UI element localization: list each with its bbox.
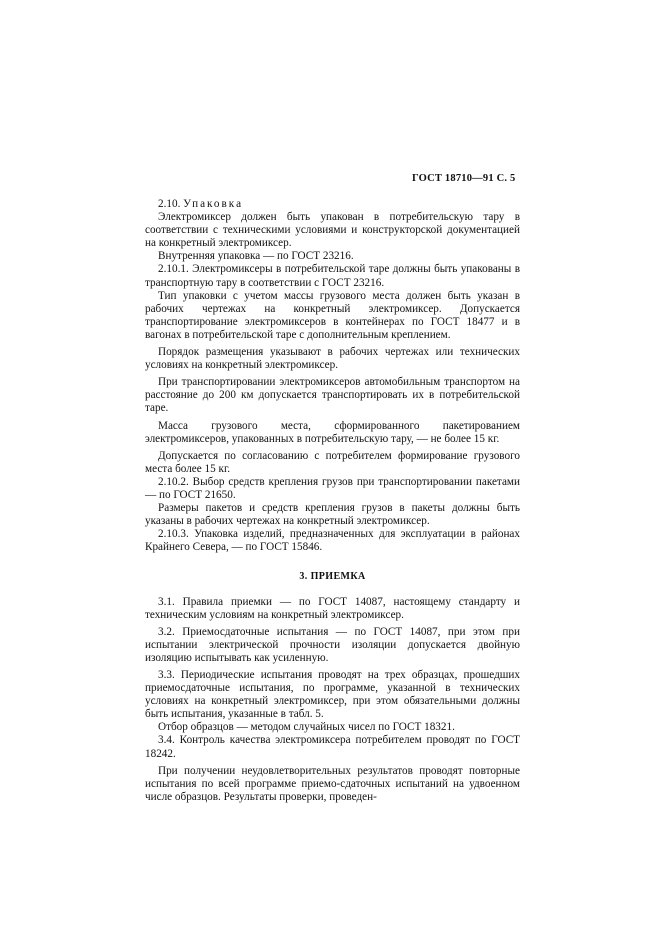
paragraph: 3.3. Периодические испытания проводят на трех образцах, прошедших приемосдаточные испытания, по программе, указанной в технических условиях на конкретный электромиксер, при этом обязательными должны быть испытания, указанные в табл. 5. bbox=[145, 669, 520, 721]
page-header: ГОСТ 18710—91 С. 5 bbox=[412, 173, 516, 184]
document-body bbox=[145, 198, 520, 804]
paragraph: Электромиксер должен быть упакован в потребительскую тару в соответствии с техническими условиями и конструкторской документацией на конкретный электромиксер. bbox=[145, 211, 520, 250]
paragraph: 3.2. Приемосдаточные испытания — по ГОСТ 14087, при этом при испытании электрической прочности изоляции допускается двойную изоляцию испытывать как усиленную. bbox=[145, 625, 520, 664]
paragraph: Допускается по согласованию с потребителем формирование грузового места более 15 кг. bbox=[145, 449, 520, 475]
paragraph: Внутренняя упаковка — по ГОСТ 23216. bbox=[158, 250, 354, 263]
paragraph: 2.10.3. Упаковка изделий, предназначенных для эксплуатации в районах Крайнего Севера, — по ГОСТ 15846. bbox=[145, 528, 520, 554]
section-heading bbox=[145, 198, 520, 211]
paragraph: При получении неудовлетворительных результатов проводят повторные испытания по всей программе приемо-сдаточных испытаний на удвоенном числе образцов. Результаты проверки, проведен- bbox=[145, 764, 520, 803]
paragraph: Отбор образцов — методом случайных чисел по ГОСТ 18321. bbox=[158, 721, 455, 734]
paragraph: 3.1. Правила приемки — по ГОСТ 14087, настоящему стандарту и техническим условиям на конкретный электромиксер. bbox=[145, 595, 520, 621]
paragraph: 2.10.2. Выбор средств крепления грузов при транспортировании пакетами — по ГОСТ 21650. bbox=[145, 475, 520, 501]
paragraph: Порядок размещения указывают в рабочих чертежах или технических условиях на конкретный электромиксер. bbox=[145, 346, 520, 372]
paragraph: 3.4. Контроль качества электромиксера потребителем проводят по ГОСТ 18242. bbox=[145, 734, 520, 760]
section-3-title: 3. ПРИЕМКА bbox=[299, 571, 366, 583]
paragraph: 2.10.1. Электромиксеры в потребительской таре должны быть упакованы в транспортную тару в соответствии с ГОСТ 23216. bbox=[145, 263, 520, 289]
paragraph: Тип упаковки с учетом массы грузового места должен быть указан в рабочих чертежах на конкретный электромиксер. Допускается транспортирование электромиксеров в контейнерах по ГОСТ 18477 и в вагонах в потребительской таре с дополнительным креплением. bbox=[145, 289, 520, 341]
section-title: Упаковка bbox=[183, 198, 244, 210]
paragraph: Масса грузового места, сформированного пакетированием электромиксеров, упакованных в потребительскую тару, — не более 15 кг. bbox=[145, 419, 520, 445]
section-number: 2.10. bbox=[158, 198, 181, 210]
paragraph: Размеры пакетов и средств крепления грузов в пакеты должны быть указаны в рабочих чертежах на конкретный электромиксер. bbox=[145, 502, 520, 528]
paragraph: При транспортировании электромиксеров автомобильным транспортом на расстояние до 200 км допускается транспортировать их в потребительской таре. bbox=[145, 376, 520, 415]
